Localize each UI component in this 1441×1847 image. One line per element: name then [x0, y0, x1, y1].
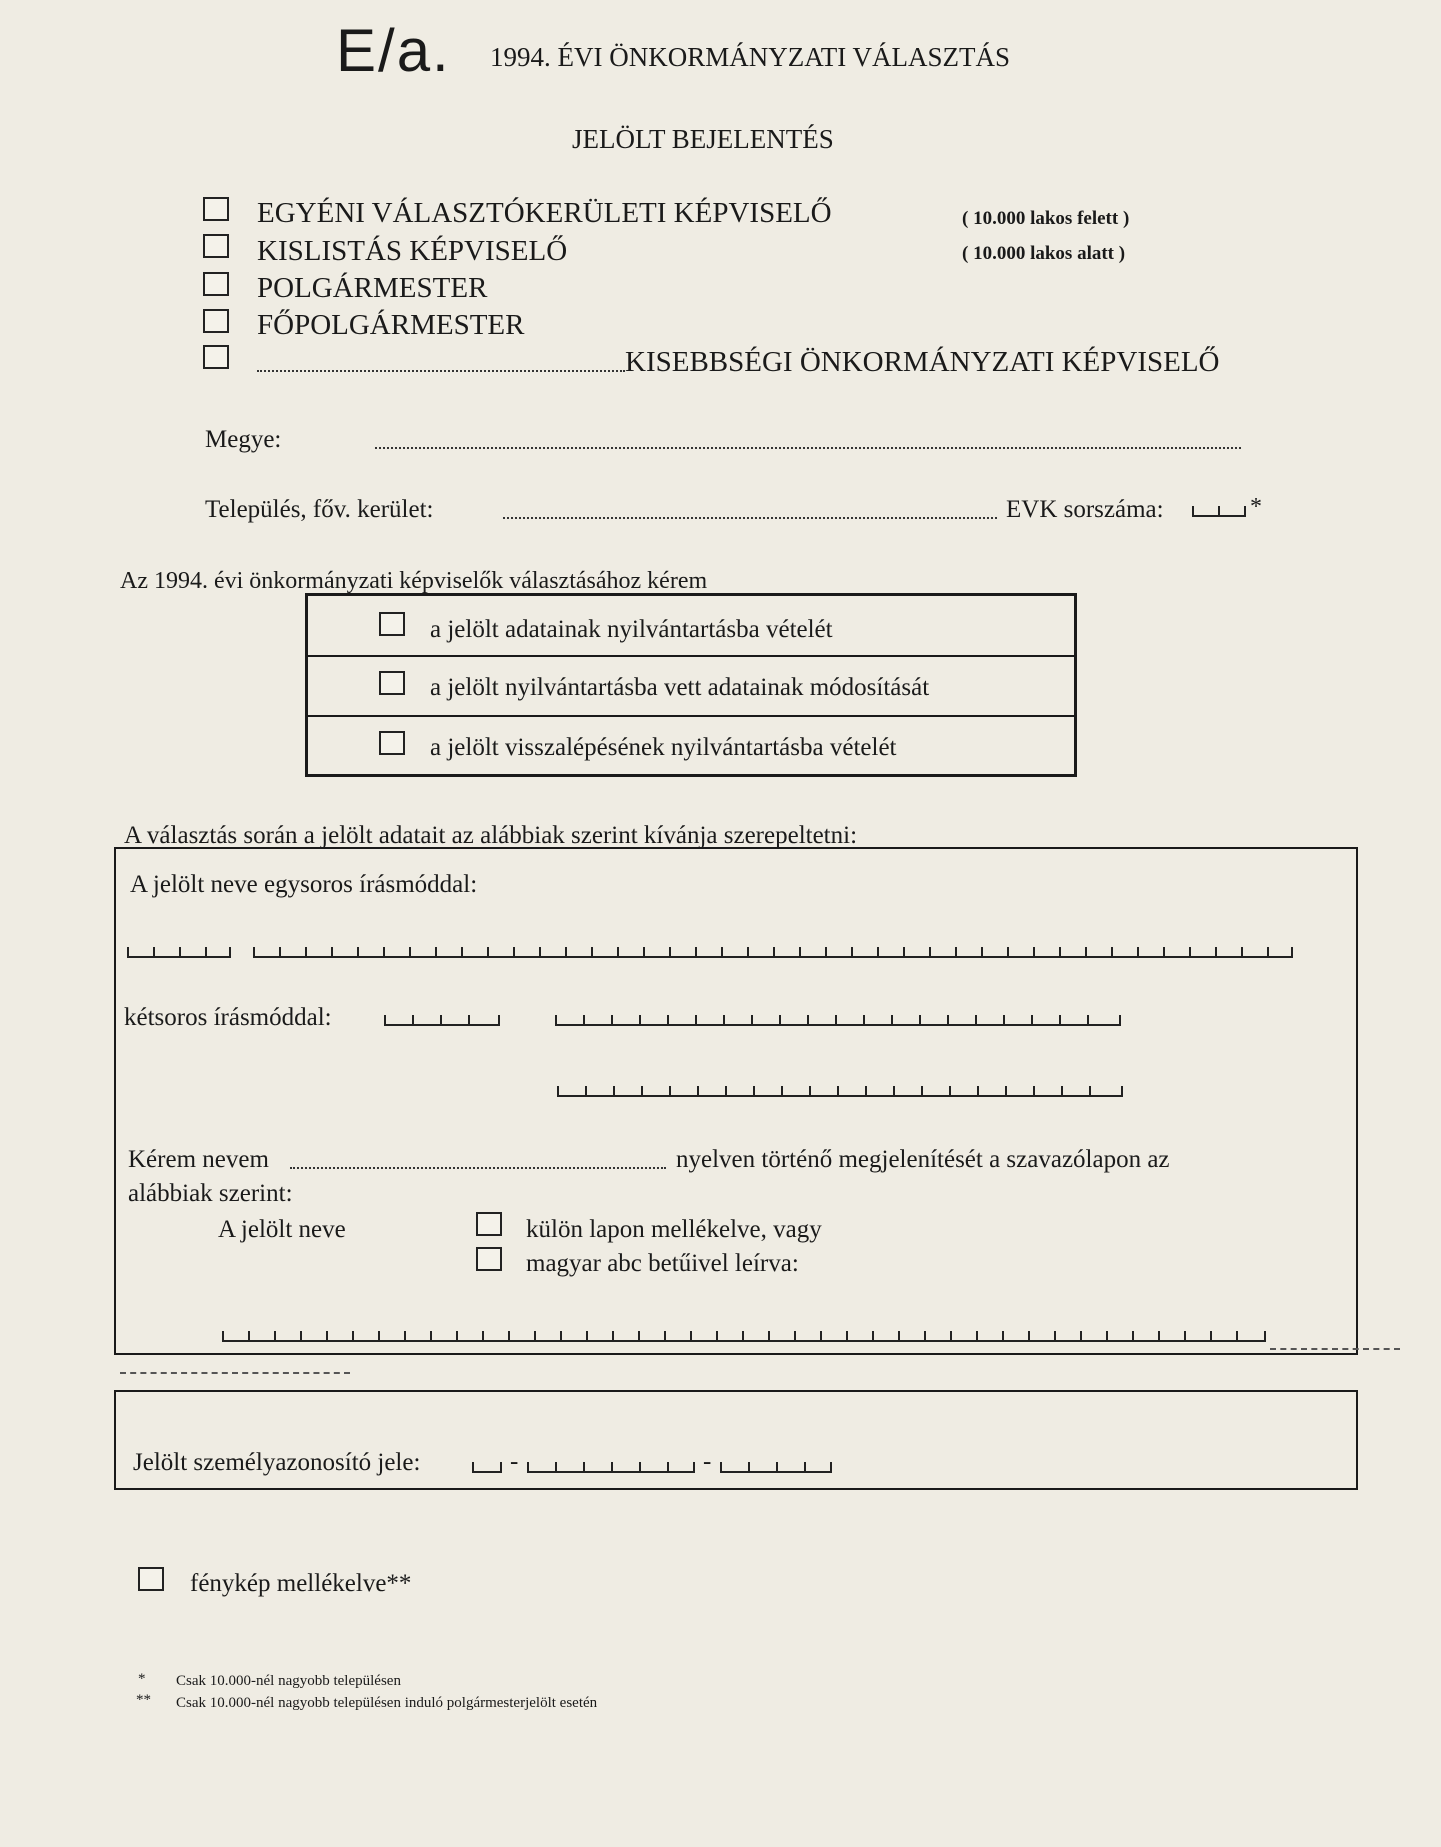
request-option-label: a jelölt nyilvántartásba vett adatainak módosítását — [430, 674, 930, 701]
id-part1-field[interactable] — [472, 1459, 502, 1473]
checkbox-photo-attached[interactable] — [138, 1567, 164, 1591]
candidate-type-note: ( 10.000 lakos alatt ) — [962, 243, 1126, 264]
evk-number-field[interactable] — [1192, 503, 1246, 517]
form-title: 1994. ÉVI ÖNKORMÁNYZATI VÁLASZTÁS — [490, 42, 1010, 72]
checkbox-kislistas[interactable] — [203, 234, 229, 258]
name-section-box — [114, 847, 1358, 1355]
checkbox-egyeni[interactable] — [203, 197, 229, 221]
name-two-line-first-field[interactable] — [555, 1012, 1121, 1026]
option-written-label: magyar abc betűivel leírva: — [526, 1250, 799, 1277]
language-line2: alábbiak szerint: — [128, 1180, 293, 1207]
option-attached-label: külön lapon mellékelve, vagy — [526, 1216, 822, 1243]
language-field[interactable] — [290, 1167, 666, 1169]
checkbox-registration[interactable] — [379, 612, 405, 636]
footnote-text: Csak 10.000-nél nagyobb településen — [176, 1673, 401, 1689]
minority-name-field[interactable] — [257, 370, 625, 372]
checkbox-hungarian-letters[interactable] — [476, 1247, 502, 1271]
cut-line-right — [1270, 1348, 1400, 1350]
id-separator: - — [703, 1448, 712, 1475]
settlement-label: Település, főv. kerület: — [205, 496, 434, 523]
footnote-mark: * — [138, 1671, 146, 1687]
form-code: E/a. — [336, 17, 451, 84]
request-option-label: a jelölt adatainak nyilvántartásba vételét — [430, 616, 833, 643]
candidate-type-label: KISLISTÁS KÉPVISELŐ — [257, 235, 568, 267]
two-line-label: kétsoros írásmóddal: — [124, 1004, 332, 1031]
checkbox-fopolgarmester[interactable] — [203, 309, 229, 333]
id-part3-field[interactable] — [720, 1459, 832, 1473]
checkbox-modification[interactable] — [379, 671, 405, 695]
candidate-type-label: POLGÁRMESTER — [257, 272, 488, 304]
photo-label: fénykép mellékelve** — [190, 1570, 412, 1597]
name-single-line-field[interactable] — [253, 944, 1293, 958]
checkbox-polgarmester[interactable] — [203, 272, 229, 296]
candidate-type-label: FŐPOLGÁRMESTER — [257, 309, 525, 341]
language-suffix: nyelven történő megjelenítését a szavazólapon az — [676, 1146, 1170, 1173]
request-intro: Az 1994. évi önkormányzati képviselők választásához kérem — [120, 568, 708, 594]
name-hungarian-letters-field[interactable] — [222, 1328, 1266, 1342]
candidate-type-label: KISEBBSÉGI ÖNKORMÁNYZATI KÉPVISELŐ — [625, 346, 1220, 378]
county-field[interactable] — [375, 447, 1241, 449]
evk-footnote-mark: * — [1250, 494, 1262, 520]
id-label: Jelölt személyazonosító jele: — [133, 1449, 421, 1476]
name-two-line-second-field[interactable] — [557, 1083, 1123, 1097]
form-subtitle: JELÖLT BEJELENTÉS — [572, 124, 834, 154]
footnote-mark: ** — [136, 1692, 151, 1708]
cut-line-left — [120, 1372, 350, 1374]
id-part2-field[interactable] — [527, 1459, 695, 1473]
language-prefix: Kérem nevem — [128, 1146, 269, 1173]
single-line-label: A jelölt neve egysoros írásmóddal: — [130, 871, 478, 898]
candidate-type-label: EGYÉNI VÁLASZTÓKERÜLETI KÉPVISELŐ — [257, 197, 832, 229]
settlement-field[interactable] — [503, 517, 997, 519]
name-two-line-prefix-field[interactable] — [384, 1012, 500, 1026]
id-separator: - — [510, 1448, 519, 1475]
checkbox-attached-sheet[interactable] — [476, 1212, 502, 1236]
evk-label: EVK sorszáma: — [1006, 496, 1164, 523]
candidate-name-label: A jelölt neve — [218, 1216, 346, 1243]
name-section-intro: A választás során a jelölt adatait az alábbiak szerint kívánja szerepeltetni: — [124, 822, 858, 849]
checkbox-withdrawal[interactable] — [379, 731, 405, 755]
checkbox-kisebbsegi[interactable] — [203, 345, 229, 369]
name-single-line-prefix-field[interactable] — [127, 944, 231, 958]
candidate-type-note: ( 10.000 lakos felett ) — [962, 208, 1130, 229]
county-label: Megye: — [205, 426, 282, 453]
request-option-label: a jelölt visszalépésének nyilvántartásba vételét — [430, 734, 897, 761]
footnote-text: Csak 10.000-nél nagyobb településen induló polgármesterjelölt esetén — [176, 1695, 598, 1711]
